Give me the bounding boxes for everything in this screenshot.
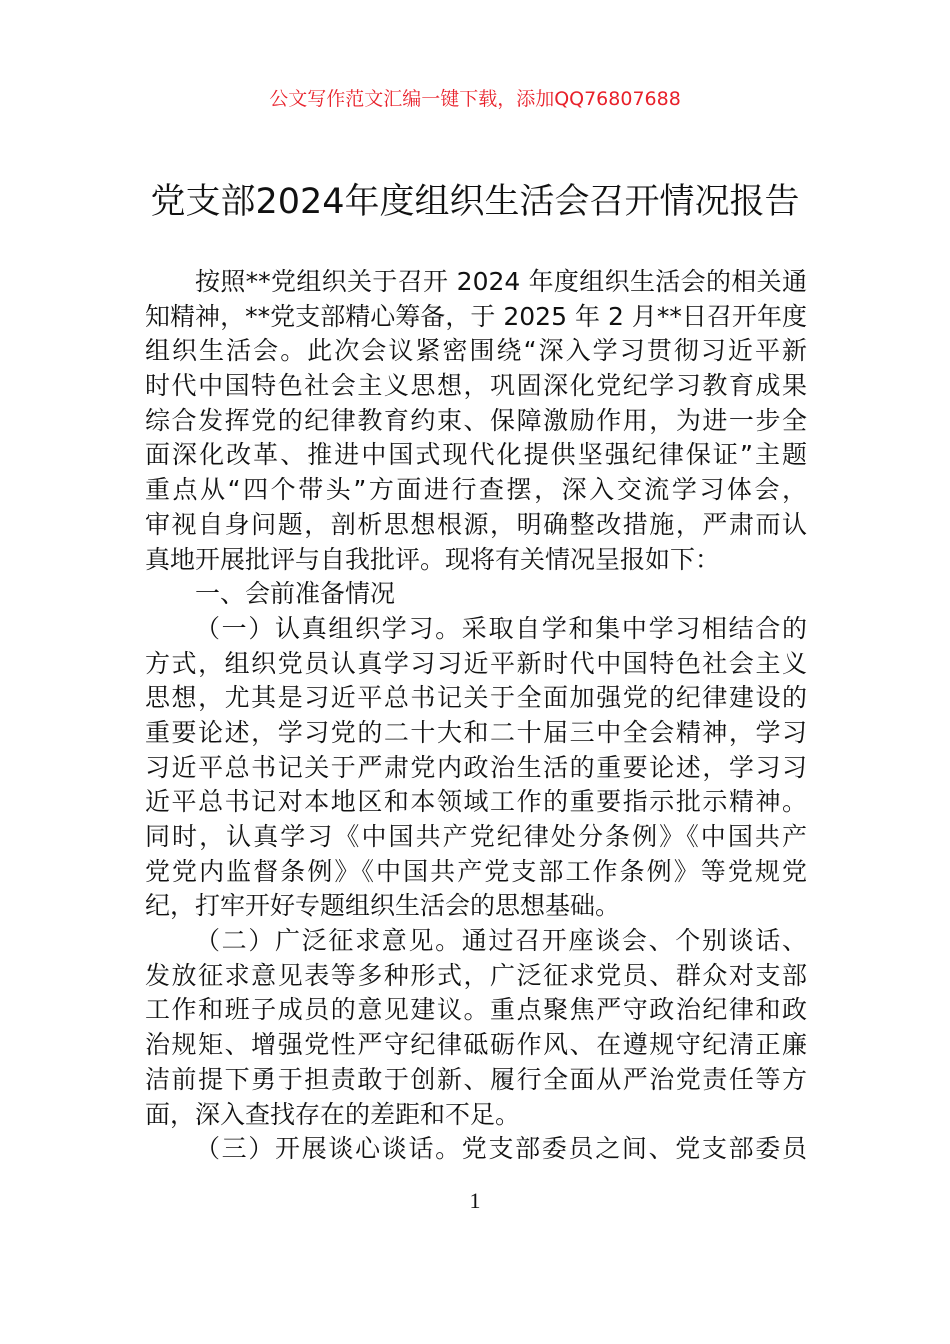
text-line: 治规矩、增强党性严守纪律砥砺作风、在遵规守纪清正廉 (145, 1030, 807, 1060)
text-line: 真地开展批评与自我批评。现将有关情况呈报如下： (145, 544, 721, 574)
text-line: 发放征求意见表等多种形式，广泛征求党员、群众对支部 (145, 960, 807, 990)
text-line: 综合发挥党的纪律教育约束、保障激励作用，为进一步全 (145, 405, 807, 435)
text-line: 审视自身问题，剖析思想根源，明确整改措施，严肃而认 (145, 509, 807, 539)
document-body (145, 265, 807, 1167)
text-line: 近平总书记对本地区和本领域工作的重要指示批示精神。 (145, 787, 807, 817)
text-line: 一、会前准备情况 (195, 579, 396, 609)
text-line: 组织生活会。此次会议紧密围绕“深入学习贯彻习近平新 (145, 336, 807, 366)
text-line: 面，深入查找存在的差距和不足。 (145, 1099, 521, 1129)
text-line: 工作和班子成员的意见建议。重点聚焦严守政治纪律和政 (145, 995, 807, 1025)
text-line: （一）认真组织学习。采取自学和集中学习相结合的 (195, 613, 807, 643)
text-line: 同时，认真学习《中国共产党纪律处分条例》《中国共产 (145, 822, 807, 851)
text-line: 习近平总书记关于严肃党内政治生活的重要论述，学习习 (145, 752, 807, 782)
text-line: 时代中国特色社会主义思想，巩固深化党纪学习教育成果 (145, 371, 807, 401)
text-line: 洁前提下勇于担责敢于创新、履行全面从严治党责任等方 (145, 1064, 807, 1094)
document-title: 党支部2024年度组织生活会召开情况报告 (150, 182, 800, 222)
text-line: 党党内监督条例》《中国共产党支部工作条例》等党规党 (145, 856, 807, 886)
text-line: 重要论述，学习党的二十大和二十届三中全会精神，学习 (145, 717, 807, 747)
text-line: 思想，尤其是习近平总书记关于全面加强党的纪律建设的 (145, 683, 807, 713)
text-line: （三）开展谈心谈话。党支部委员之间、党支部委员 (195, 1134, 807, 1164)
text-line: 纪，打牢开好专题组织生活会的思想基础。 (145, 891, 621, 921)
text-line: （二）广泛征求意见。通过召开座谈会、个别谈话、 (195, 926, 807, 956)
page-number: 1 (469, 1188, 481, 1213)
text-line: 重点从“四个带头”方面进行查摆，深入交流学习体会， (145, 475, 807, 505)
download-banner: 公文写作范文汇编一键下载，添加QQ76807688 (269, 88, 681, 110)
text-line: 面深化改革、推进中国式现代化提供坚强纪律保证”主题 (145, 440, 807, 470)
text-line: 方式，组织党员认真学习习近平新时代中国特色社会主义 (145, 648, 807, 678)
text-line: 按照**党组织关于召开 2024 年度组织生活会的相关通 (195, 267, 807, 296)
text-line: 知精神，**党支部精心筹备，于 2025 年 2 月**日召开年度 (145, 301, 807, 331)
